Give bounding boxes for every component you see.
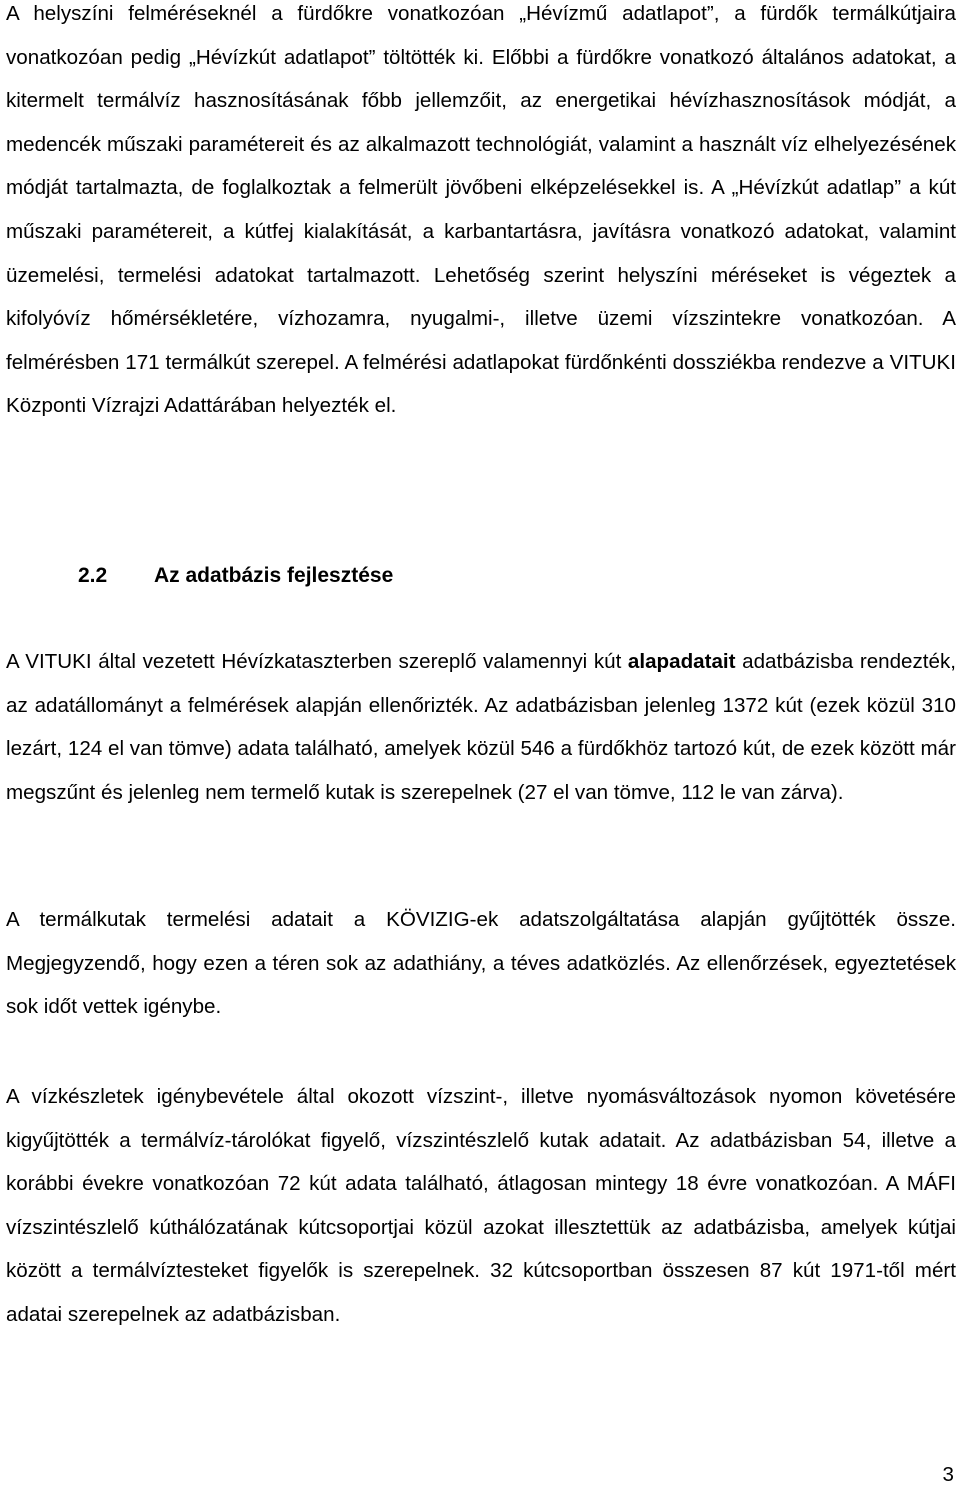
paragraph-text-end: adatbázisba rendezték, az adatállományt a felmérések alapján ellenőrizték. Az adatbázisban jelenleg 1372 kút (ezek közül 310 lezárt, 124 el van tömve) adata található, amelyek közül 546 a fürdőkhöz tartozó kút, de ezek között már megszűnt és jelenleg nem termelő kutak is szerepelnek (27 el van tömve, 112 le van zárva).	[6, 650, 956, 804]
section-number: 2.2	[78, 564, 108, 587]
page-number: 3	[942, 1463, 954, 1486]
paragraph-production-data: A termálkutak termelési adatait a KÖVIZIG-ek adatszolgáltatása alapján gyűjtötték össze. Megjegyzendő, hogy ezen a téren sok az adathiány, a téves adatközlés. Az ellenőrzések, egyeztetések sok időt vettek igénybe.	[6, 908, 956, 1019]
bold-term: alapadatait	[627, 650, 736, 673]
section-title: Az adatbázis fejlesztése	[154, 564, 394, 587]
paragraph-survey-sheets: A helyszíni felméréseknél a fürdőkre vonatkozóan „Hévízmű adatlapot”, a fürdők termálkútjaira vonatkozóan pedig „Hévízkút adatlapot” töltötték ki. Előbbi a fürdőkre vonatkozó általános adatokat, a kitermelt termálvíz hasznosításának főbb jellemzőit, az energetikai hévízhasznosítások módját, a medencék műszaki paramétereit és az alkalmazott technológiát, valamint a használt víz elhelyezésének módját tartalmazta, de foglalkoztak a felmerült jövőbeni elképzelésekkel is. A „Hévízkút adatlap” a kút műszaki paramétereit, a kútfej kialakítását, a karbantartásra, javításra vonatkozó adatokat, valamint üzemelési, termelési adatokat tartalmazott. Lehetőség szerint helyszíni méréseket is végeztek a kifolyóvíz hőmérsékletére, vízhozamra, nyugalmi-, illetve üzemi vízszintekre vonatkozóan. A felmérésben 171 termálkút szerepel. A felmérési adatlapokat fürdőnkénti dossziékba rendezve a VITUKI Központi Vízrajzi Adattárában helyezték el.	[6, 2, 956, 418]
paragraph-database-basics	[6, 640, 956, 814]
paragraph-monitoring-wells: A vízkészletek igénybevétele által okozott vízszint-, illetve nyomásváltozások nyomon követésére kigyűjtötték a termálvíz-tárolókat figyelő, vízszintészlelő kutak adatait. Az adatbázisban 54, illetve a korábbi évekre vonatkozóan 72 kút adata található, átlagosan mintegy 18 évre vonatkozóan. A MÁFI vízszintészlelő kúthálózatának kútcsoportjai közül azokat illesztettük az adatbázisba, amelyek kútjai között a termálvíztesteket figyelők is szerepelnek. 32 kútcsoportban összesen 87 kút 1971-től mért adatai szerepelnek az adatbázisban.	[6, 1085, 956, 1326]
paragraph-text-start: A VITUKI által vezetett Hévízkataszterben szereplő valamennyi kút	[6, 650, 628, 673]
